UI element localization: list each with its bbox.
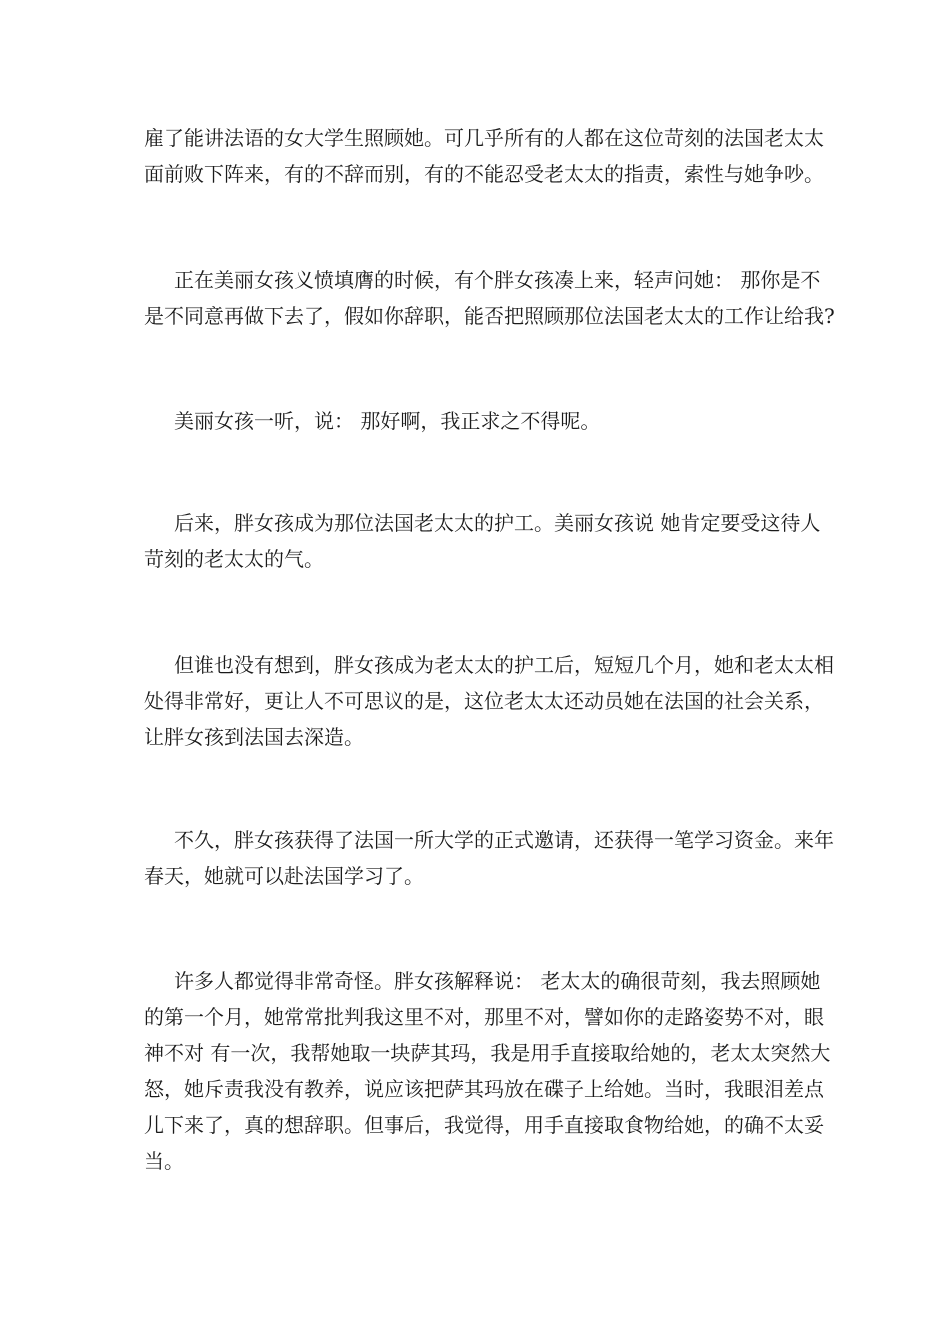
text-line: 正在美丽女孩义愤填膺的时候，有个胖女孩凑上来，轻声问她： 那你是不 [174, 268, 821, 292]
paragraph-7 [144, 963, 831, 1179]
paragraph-4 [144, 505, 821, 577]
text-line: 苛刻的老太太的气。 [144, 547, 324, 571]
text-line: 处得非常好，更让人不可思议的是，这位老太太还动员她在法国的社会关系， [144, 689, 824, 713]
text-line: 面前败下阵来，有的不辞而别，有的不能忍受老太太的指责，索性与她争吵。 [144, 162, 824, 186]
text-line: 是不同意再做下去了，假如你辞职，能否把照顾那位法国老太太的工作让给我? [144, 304, 835, 328]
paragraph-3 [144, 403, 810, 439]
text-line: 但谁也没有想到，胖女孩成为老太太的护工后，短短几个月，她和老太太相 [174, 653, 834, 677]
text-line: 后来，胖女孩成为那位法国老太太的护工。美丽女孩说 她肯定要受这待人 [174, 511, 821, 535]
text-line: 让胖女孩到法国去深造。 [144, 725, 364, 749]
text-line: 儿下来了，真的想辞职。但事后，我觉得，用手直接取食物给她，的确不太妥 [144, 1113, 824, 1137]
text-line: 不久，胖女孩获得了法国一所大学的正式邀请，还获得一笔学习资金。来年 [174, 828, 834, 852]
text-line: 神不对 有一次，我帮她取一块萨其玛，我是用手直接取给她的，老太太突然大 [144, 1041, 831, 1065]
text-line: 雇了能讲法语的女大学生照顾她。可几乎所有的人都在这位苛刻的法国老太太 [144, 126, 824, 150]
text-line: 春天，她就可以赴法国学习了。 [144, 864, 424, 888]
paragraph-5 [144, 647, 834, 755]
text-line: 怒，她斥责我没有教养，说应该把萨其玛放在碟子上给她。当时，我眼泪差点 [144, 1077, 824, 1101]
paragraph-1 [144, 120, 824, 192]
text-line: 当。 [144, 1149, 184, 1173]
paragraph-2 [144, 262, 835, 334]
text-line: 的第一个月，她常常批判我这里不对，那里不对，譬如你的走路姿势不对，眼 [144, 1005, 824, 1029]
text-line: 美丽女孩一听，说： 那好啊，我正求之不得呢。 [174, 409, 601, 433]
text-line: 许多人都觉得非常奇怪。胖女孩解释说： 老太太的确很苛刻，我去照顾她 [174, 969, 821, 993]
paragraph-6 [144, 822, 834, 894]
